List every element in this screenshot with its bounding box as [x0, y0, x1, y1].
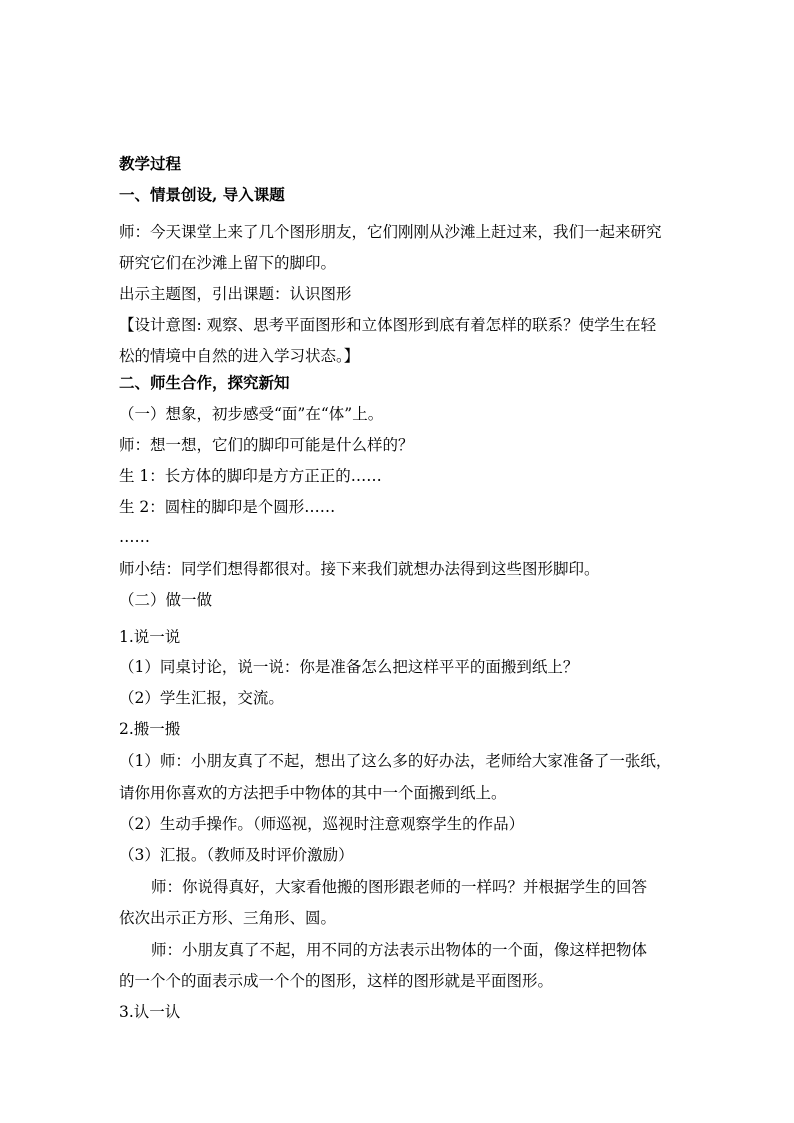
teacher-paragraph-1-line-2: 依次出示正方形、三角形、圆。 [119, 909, 337, 927]
part-2-title: （二）做一做 [119, 591, 213, 609]
step-1-title: 1.说一说 [119, 628, 181, 646]
design-intent-line-1: 【设计意图: 观察、思考平面图形和立体图形到底有着怎样的联系？使学生在轻 [119, 316, 657, 334]
teacher-question: 师：想一想，它们的脚印可能是什么样的？ [119, 436, 414, 454]
ellipsis-line: …… [119, 528, 150, 546]
step-2-title: 2.搬一搬 [119, 720, 181, 738]
teacher-paragraph-2-line-2: 的一个个的面表示成一个个的图形，这样的图形就是平面图形。 [119, 972, 554, 990]
step-2-item-a-line-1: （1）师：小朋友真了不起，想出了这么多的好办法，老师给大家准备了一张纸， [119, 752, 672, 770]
show-topic-line: 出示主题图，引出课题：认识图形 [119, 285, 352, 303]
section-1-title: 一、情景创设, 导入课题 [119, 185, 285, 204]
teacher-paragraph-2-line-1: 师：小朋友真了不起，用不同的方法表示出物体的一个面，像这样把物体 [151, 941, 648, 959]
part-1-title: （一）想象，初步感受“面”在“体”上。 [119, 405, 384, 423]
step-2-item-c: （3）汇报。（教师及时评价激励） [119, 846, 354, 864]
teacher-paragraph-1-line-1: 师：你说得真好，大家看他搬的图形跟老师的一样吗？并根据学生的回答 [151, 878, 648, 896]
step-1-item-b: （2）学生汇报，交流。 [119, 689, 284, 707]
lesson-process-heading: 教学过程 [119, 154, 182, 173]
student-1-answer: 生 1：长方体的脚印是方方正正的…… [119, 467, 382, 485]
step-2-item-b: （2）生动手操作。（师巡视，巡视时注意观察学生的作品） [119, 815, 525, 833]
step-3-title: 3.认一认 [119, 1003, 181, 1021]
step-1-item-a: （1）同桌讨论，说一说：你是准备怎么把这样平平的面搬到纸上？ [119, 658, 579, 676]
section-2-title: 二、师生合作，探究新知 [119, 373, 290, 392]
student-2-answer: 生 2：圆柱的脚印是个圆形…… [119, 498, 336, 516]
teacher-intro-line-2: 研究它们在沙滩上留下的脚印。 [119, 254, 337, 272]
teacher-summary: 师小结：同学们想得都很对。接下来我们就想办法得到这些图形脚印。 [119, 560, 600, 578]
teacher-intro-line-1: 师：今天课堂上来了几个图形朋友，它们刚刚从沙滩上赶过来，我们一起来研究 [119, 223, 662, 241]
design-intent-line-2: 松的情境中自然的进入学习状态。】 [119, 347, 360, 365]
step-2-item-a-line-2: 请你用你喜欢的方法把手中物体的其中一个面搬到纸上。 [119, 784, 507, 802]
